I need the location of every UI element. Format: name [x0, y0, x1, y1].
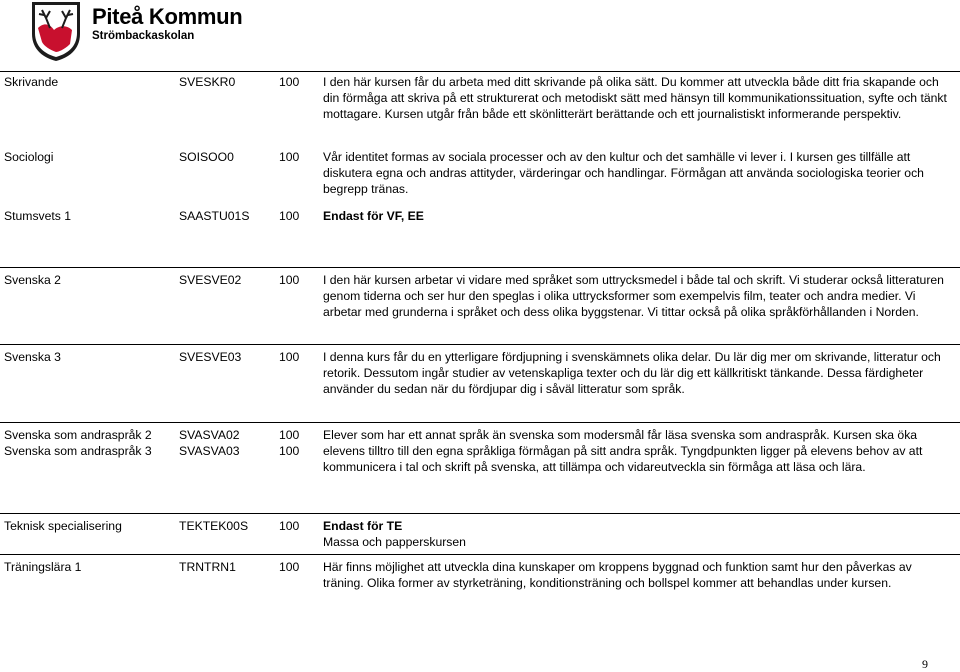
- course-name: Sociologi: [4, 150, 54, 164]
- course-code: SVESVE02: [179, 273, 242, 287]
- course-points: 100: [279, 209, 300, 223]
- course-code: SOISOO0: [179, 150, 234, 164]
- course-points: 100: [279, 150, 300, 164]
- course-description: Här finns möjlighet att utveckla dina kunskaper om kroppens byggnad och funktion samt hur den påverkas av träning. Olika former av styrketräning, konditionsträning och bollspel kommer att behandlas under kursen.: [323, 560, 912, 590]
- course-name: Skrivande: [4, 75, 59, 89]
- course-name: Svenska 2: [4, 273, 61, 287]
- course-row-svenska-2: [0, 267, 960, 319]
- course-points: 100: [279, 428, 300, 442]
- course-description: I denna kurs får du en ytterligare fördjupning i svenskämnets olika delar. Du lär dig mer om skrivande, litteratur och retorik. Dessutom ingår studier av vetenskapliga texter och du lär dig ett källkritiskt tänkande. Dessa färdigheter använder du sedan när du fördjupar dig i såväl litteratur som språk.: [323, 350, 941, 396]
- course-name: Svenska som andraspråk 2: [4, 428, 152, 442]
- course-points: 100: [279, 350, 300, 364]
- course-code: SVASVA02: [179, 428, 240, 442]
- header-divider: [0, 71, 960, 72]
- course-description: Elever som har ett annat språk än svenska som modersmål får läsa svenska som andraspråk. Kursen ska öka elevens tilltro till den egna språkliga förmågan på sitt andra språk. Tyngdpunkten ligger på elevens behov av att kommunicera i tal och skrift på svenska, att tillämpa och vidareutveckla sin förmåga att läsa och lära.: [323, 428, 923, 474]
- course-description: Endast för VF, EE: [323, 209, 424, 223]
- page-number: 9: [922, 657, 928, 671]
- course-name: Träningslära 1: [4, 560, 82, 574]
- course-points: 100: [279, 273, 300, 287]
- page-header: [30, 0, 330, 70]
- pitea-coat-of-arms-logo: [30, 0, 82, 62]
- course-code: SVESVE03: [179, 350, 242, 364]
- course-name: Teknisk specialisering: [4, 519, 122, 533]
- course-code: TEKTEK00S: [179, 519, 249, 533]
- course-points: 100: [279, 75, 300, 89]
- course-description-secondary: Massa och papperskursen: [323, 535, 466, 549]
- course-code-secondary: SVASVA03: [179, 444, 240, 458]
- organization-name: Piteå Kommun: [92, 4, 243, 29]
- course-description: I den här kursen arbetar vi vidare med språket som uttrycksmedel i både tal och skrift. Vi studerar också litteraturen genom tiderna och ser hur den speglas i olika uttrycksformer som exempelvis film, teater och andra medier. Vi arbetar med grunderna i språket och dess olika byggstenar. Vi tittar också på olika språkförhållanden i Norden.: [323, 273, 944, 319]
- course-code: SVESKR0: [179, 75, 236, 89]
- course-points: 100: [279, 519, 300, 533]
- school-name: Strömbackaskolan: [92, 30, 195, 42]
- course-points: 100: [279, 560, 300, 574]
- course-name: Stumsvets 1: [4, 209, 72, 223]
- course-description: I den här kursen får du arbeta med ditt skrivande på olika sätt. Du kommer att utveckla både ditt fria skapande och din förmåga att skriva på ett strukturerat och metodiskt sätt med hänsyn till kommunikationssituation, syfte och tänkt mottagare. Kursen utgår från både ett skönlitterärt berättande och ett journalistiskt informerande perspektiv.: [323, 75, 947, 121]
- course-code: SAASTU01S: [179, 209, 250, 223]
- course-description: Endast för TE: [323, 519, 403, 533]
- course-description: Vår identitet formas av sociala processer och av den kultur och det samhälle vi lever i. I kursen ges tillfälle att diskutera egna och andras attityder, värderingar och handlingar. Förmågan att använda sociologiska teorier och begrepp tränas.: [323, 150, 924, 196]
- course-code: TRNTRN1: [179, 560, 236, 574]
- course-row-svenska-3: [0, 344, 960, 396]
- course-name: Svenska 3: [4, 350, 61, 364]
- course-name-secondary: Svenska som andraspråk 3: [4, 444, 152, 458]
- course-points-secondary: 100: [279, 444, 300, 458]
- course-row-teknisk-specialisering: [0, 513, 960, 549]
- course-row-svenska-som-andrasprak: [0, 422, 960, 474]
- course-row-traningslara-1: [0, 554, 960, 590]
